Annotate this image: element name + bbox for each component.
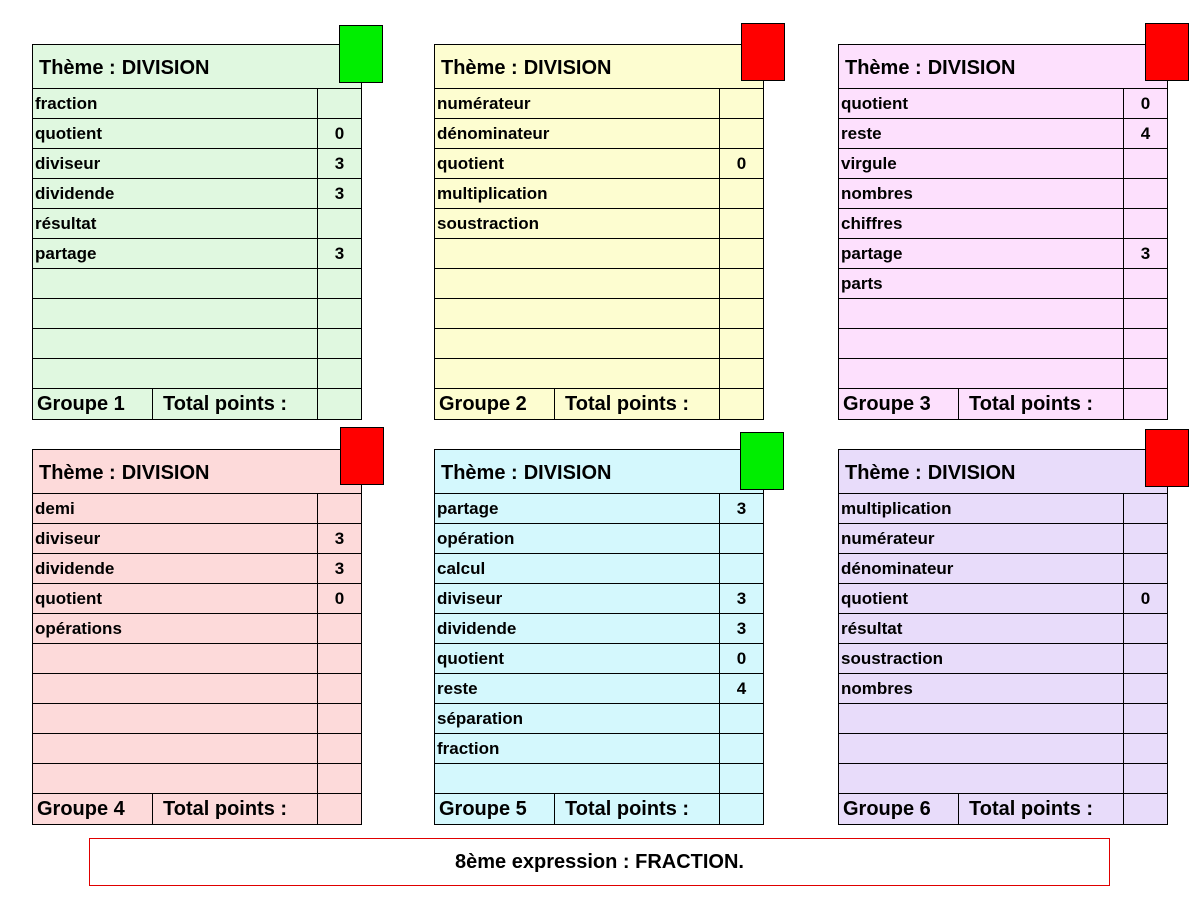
red-flag-marker [741, 23, 785, 81]
word-cell [33, 269, 317, 298]
group-card-3 [838, 44, 1168, 420]
word-list [839, 494, 1167, 794]
word-row [839, 269, 1167, 299]
word-cell: numérateur [437, 94, 531, 113]
group-label: Groupe 1 [33, 389, 153, 419]
score-cell [719, 554, 763, 583]
word-row [839, 239, 1167, 269]
word-row [839, 614, 1167, 644]
word-row [435, 329, 763, 359]
theme-label [441, 462, 611, 485]
word-cell: chiffres [841, 214, 903, 233]
score-cell: 3 [719, 614, 763, 643]
word-cell: reste [841, 124, 882, 143]
word-cell [33, 299, 317, 328]
word-cell [33, 359, 317, 388]
word-row [435, 584, 763, 614]
score-cell: 3 [1123, 239, 1167, 268]
word-cell: soustraction [841, 649, 944, 668]
total-points-label: Total points : [565, 393, 690, 415]
word-row [33, 764, 361, 794]
score-cell [317, 614, 361, 643]
word-cell [33, 674, 317, 703]
word-cell: quotient [437, 154, 505, 173]
word-row [839, 644, 1167, 674]
score-cell [1123, 179, 1167, 208]
word-row [33, 584, 361, 614]
card-header [839, 450, 1167, 494]
word-row [33, 119, 361, 149]
word-row [839, 554, 1167, 584]
theme-label [39, 57, 209, 80]
word-row [435, 704, 763, 734]
word-cell: partage [35, 244, 97, 263]
word-row [839, 734, 1167, 764]
score-cell [317, 299, 361, 328]
group-label: Groupe 3 [839, 389, 959, 419]
word-cell: partage [841, 244, 903, 263]
total-points-cell [1123, 794, 1167, 824]
card-header [435, 450, 763, 494]
word-cell: résultat [35, 214, 97, 233]
theme-label [39, 462, 209, 485]
score-cell [317, 359, 361, 388]
word-row [839, 764, 1167, 794]
word-cell: parts [841, 274, 883, 293]
word-row [839, 89, 1167, 119]
theme-label [845, 462, 1015, 485]
word-row [33, 89, 361, 119]
word-row [33, 359, 361, 389]
word-cell [435, 299, 719, 328]
expression-caption: 8ème expression : FRACTION. [89, 838, 1110, 886]
word-row [435, 734, 763, 764]
word-list [33, 89, 361, 389]
word-cell [839, 329, 1123, 358]
card-footer [435, 794, 763, 824]
theme-label-text: Thème : [845, 462, 922, 484]
word-cell: multiplication [437, 184, 548, 203]
score-cell [1123, 149, 1167, 178]
total-points-label: Total points : [969, 798, 1094, 820]
card-header [839, 45, 1167, 89]
score-cell [1123, 734, 1167, 763]
word-row [435, 359, 763, 389]
word-cell [33, 329, 317, 358]
score-cell [317, 89, 361, 118]
total-points-cell [1123, 389, 1167, 419]
theme-label-text: Thème : [441, 462, 518, 484]
word-row [33, 524, 361, 554]
word-row [839, 329, 1167, 359]
word-cell [839, 764, 1123, 793]
word-row [435, 119, 763, 149]
word-row [435, 554, 763, 584]
score-cell [719, 239, 763, 268]
word-row [435, 209, 763, 239]
word-cell: opération [437, 529, 515, 548]
word-cell: opérations [35, 619, 122, 638]
group-label: Groupe 2 [435, 389, 555, 419]
word-cell [435, 764, 719, 793]
word-row [435, 644, 763, 674]
word-row [839, 179, 1167, 209]
group-label: Groupe 5 [435, 794, 555, 824]
group-card-2 [434, 44, 764, 420]
word-row [435, 299, 763, 329]
score-cell [1123, 764, 1167, 793]
word-list [839, 89, 1167, 389]
word-row [839, 584, 1167, 614]
total-points-cell [719, 794, 763, 824]
word-row [33, 704, 361, 734]
score-cell [317, 734, 361, 763]
word-row [839, 704, 1167, 734]
theme-label-text: Thème : [441, 57, 518, 79]
word-row [33, 239, 361, 269]
word-cell: dénominateur [841, 559, 954, 578]
score-cell [719, 359, 763, 388]
score-cell [1123, 329, 1167, 358]
word-cell: reste [437, 679, 478, 698]
word-row [33, 614, 361, 644]
score-cell [317, 704, 361, 733]
score-cell: 0 [1123, 89, 1167, 118]
word-row [435, 524, 763, 554]
word-cell [435, 269, 719, 298]
card-footer [33, 794, 361, 824]
word-row [33, 209, 361, 239]
total-points-label: Total points : [163, 798, 288, 820]
word-cell [33, 704, 317, 733]
green-flag-marker [740, 432, 784, 490]
word-cell: soustraction [437, 214, 540, 233]
score-cell: 3 [317, 524, 361, 553]
red-flag-marker [1145, 23, 1189, 81]
word-row [33, 734, 361, 764]
total-points-cell [317, 794, 361, 824]
score-cell [719, 179, 763, 208]
word-row [33, 329, 361, 359]
word-row [435, 674, 763, 704]
word-cell [33, 644, 317, 673]
group-card-1 [32, 44, 362, 420]
theme-label-text: Thème : [39, 462, 116, 484]
word-row [33, 299, 361, 329]
word-cell: quotient [35, 589, 103, 608]
score-cell: 0 [317, 584, 361, 613]
word-row [839, 149, 1167, 179]
score-cell [317, 269, 361, 298]
word-cell: résultat [841, 619, 903, 638]
word-row [435, 89, 763, 119]
theme-value: DIVISION [523, 57, 612, 79]
word-row [839, 299, 1167, 329]
card-header [435, 45, 763, 89]
score-cell [719, 89, 763, 118]
word-cell: nombres [841, 679, 913, 698]
theme-value: DIVISION [927, 462, 1016, 484]
word-row [839, 494, 1167, 524]
word-row [33, 494, 361, 524]
score-cell [719, 329, 763, 358]
word-cell [839, 359, 1123, 388]
group-label: Groupe 6 [839, 794, 959, 824]
score-cell: 3 [719, 584, 763, 613]
word-row [435, 764, 763, 794]
word-row [839, 524, 1167, 554]
word-cell [435, 239, 719, 268]
theme-label-text: Thème : [845, 57, 922, 79]
theme-value: DIVISION [121, 462, 210, 484]
word-list [435, 494, 763, 794]
word-cell: quotient [841, 589, 909, 608]
group-card-6 [838, 449, 1168, 825]
score-cell: 3 [317, 149, 361, 178]
word-row [435, 269, 763, 299]
score-cell [1123, 644, 1167, 673]
word-cell: fraction [437, 739, 500, 758]
word-row [435, 239, 763, 269]
word-cell: calcul [437, 559, 486, 578]
word-cell: dividende [35, 184, 115, 203]
score-cell [1123, 674, 1167, 703]
score-cell [719, 704, 763, 733]
word-row [435, 494, 763, 524]
word-list [435, 89, 763, 389]
score-cell [719, 119, 763, 148]
theme-label [845, 57, 1015, 80]
total-points-label: Total points : [969, 393, 1094, 415]
score-cell [1123, 704, 1167, 733]
score-cell: 3 [719, 494, 763, 523]
word-row [839, 359, 1167, 389]
group-card-5 [434, 449, 764, 825]
group-label: Groupe 4 [33, 794, 153, 824]
theme-value: DIVISION [121, 57, 210, 79]
group-card-4 [32, 449, 362, 825]
total-points-label: Total points : [163, 393, 288, 415]
word-row [33, 554, 361, 584]
word-cell [33, 764, 317, 793]
word-cell: fraction [35, 94, 98, 113]
word-row [33, 179, 361, 209]
word-cell: multiplication [841, 499, 952, 518]
card-footer [839, 389, 1167, 419]
score-cell: 4 [719, 674, 763, 703]
score-cell [1123, 359, 1167, 388]
total-points-cell [719, 389, 763, 419]
score-cell [317, 644, 361, 673]
score-cell: 0 [1123, 584, 1167, 613]
card-footer [435, 389, 763, 419]
card-header [33, 45, 361, 89]
word-row [435, 179, 763, 209]
score-cell [719, 524, 763, 553]
word-cell [435, 329, 719, 358]
word-row [33, 674, 361, 704]
score-cell [317, 674, 361, 703]
word-cell [435, 359, 719, 388]
score-cell [719, 209, 763, 238]
score-cell [1123, 269, 1167, 298]
word-cell: quotient [35, 124, 103, 143]
score-cell [1123, 524, 1167, 553]
word-cell: quotient [437, 649, 505, 668]
theme-label-text: Thème : [39, 57, 116, 79]
total-points-cell [317, 389, 361, 419]
word-row [33, 644, 361, 674]
theme-label [441, 57, 611, 80]
theme-value: DIVISION [927, 57, 1016, 79]
word-cell [839, 299, 1123, 328]
word-cell: demi [35, 499, 75, 518]
word-row [839, 209, 1167, 239]
word-cell: dividende [437, 619, 517, 638]
score-cell [1123, 299, 1167, 328]
score-cell: 0 [317, 119, 361, 148]
card-footer [839, 794, 1167, 824]
word-row [839, 119, 1167, 149]
score-cell: 3 [317, 179, 361, 208]
word-cell: diviseur [35, 529, 101, 548]
word-cell: séparation [437, 709, 523, 728]
red-flag-marker [1145, 429, 1189, 487]
score-cell: 3 [317, 239, 361, 268]
theme-value: DIVISION [523, 462, 612, 484]
score-cell [719, 734, 763, 763]
green-flag-marker [339, 25, 383, 83]
word-cell: nombres [841, 184, 913, 203]
word-row [435, 149, 763, 179]
score-cell [719, 269, 763, 298]
score-cell [317, 494, 361, 523]
word-cell: diviseur [437, 589, 503, 608]
word-row [33, 269, 361, 299]
score-cell: 4 [1123, 119, 1167, 148]
card-footer [33, 389, 361, 419]
word-cell: quotient [841, 94, 909, 113]
word-cell: numérateur [841, 529, 935, 548]
word-cell: partage [437, 499, 499, 518]
word-cell: dénominateur [437, 124, 550, 143]
word-cell [33, 734, 317, 763]
score-cell [719, 299, 763, 328]
score-cell: 0 [719, 644, 763, 673]
score-cell [1123, 209, 1167, 238]
score-cell: 0 [719, 149, 763, 178]
word-row [33, 149, 361, 179]
word-cell: dividende [35, 559, 115, 578]
word-row [839, 674, 1167, 704]
word-cell: diviseur [35, 154, 101, 173]
word-list [33, 494, 361, 794]
card-header [33, 450, 361, 494]
score-cell [1123, 614, 1167, 643]
word-row [435, 614, 763, 644]
score-cell [719, 764, 763, 793]
score-cell [317, 329, 361, 358]
word-cell: virgule [841, 154, 897, 173]
word-cell [839, 704, 1123, 733]
total-points-label: Total points : [565, 798, 690, 820]
score-cell [1123, 554, 1167, 583]
word-cell [839, 734, 1123, 763]
red-flag-marker [340, 427, 384, 485]
score-cell: 3 [317, 554, 361, 583]
score-cell [317, 764, 361, 793]
score-cell [1123, 494, 1167, 523]
score-cell [317, 209, 361, 238]
